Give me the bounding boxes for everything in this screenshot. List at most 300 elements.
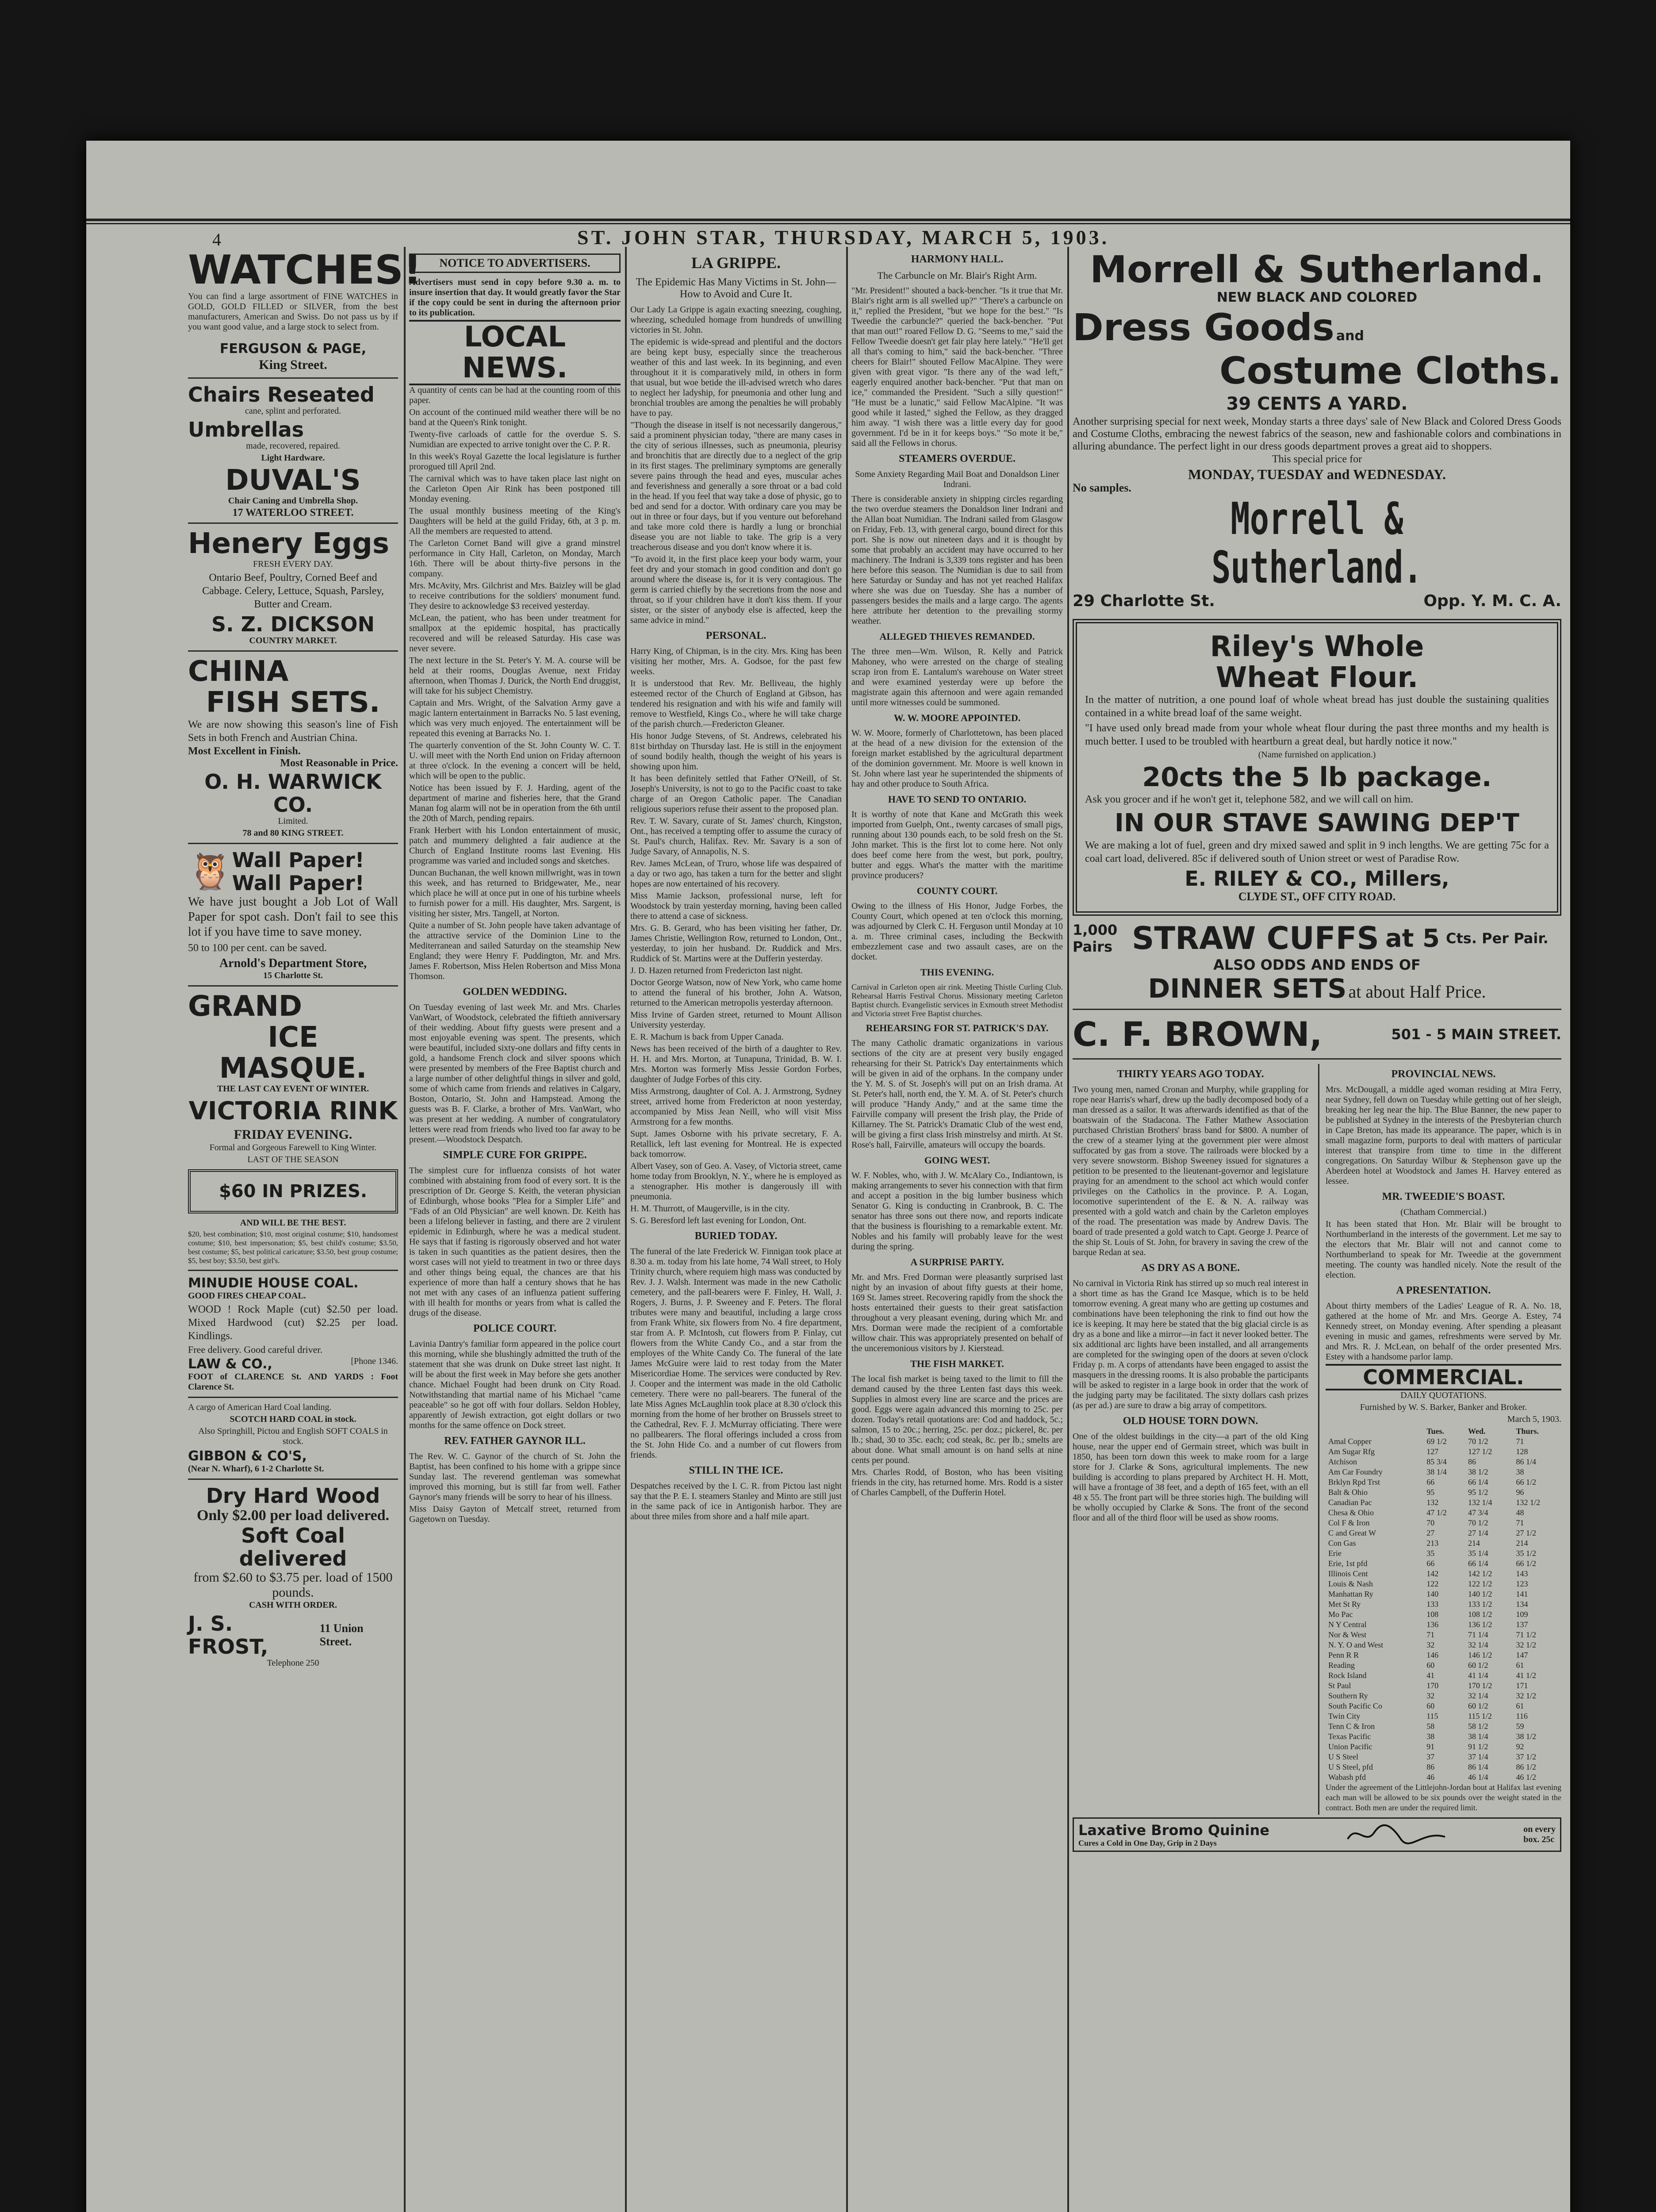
gaynor-last: Miss Daisy Gayton of Metcalf street, returned from Gagetown on Tuesday. <box>409 1504 621 1524</box>
quotes-row <box>1326 1579 1561 1589</box>
last-of-season: LAST OF THE SEASON <box>247 1155 339 1164</box>
law-phone: [Phone 1346. <box>351 1356 398 1366</box>
cents-yard: 39 CENTS A YARD. <box>1226 394 1408 414</box>
quotes-row <box>1326 1671 1561 1681</box>
presentation-text: About thirty members of the Ladies' League of R. A. No. 18, gathered at the home of Mr. and Mrs. George A. Estey, 74 Kennedy street, on Monday evening. After spending a pleasant evening in music and games, refreshments were served by Mr. and Mrs. R. J. McLean, on behalf of the order presented Mrs. Estey with a handsome parlor lamp. <box>1326 1301 1561 1362</box>
quotes-row <box>1326 1487 1561 1498</box>
henery-title: Henery Eggs <box>188 527 389 560</box>
quotes-cell: C and Great W <box>1328 1528 1376 1537</box>
dress-and: and <box>1336 328 1364 344</box>
local-news-item: The next lecture in the St. Peter's Y. M. A. course will be held at their rooms, Douglas Avenue, next Friday afternoon, when Thomas J. Durick, the North End druggist, will take for his subject Chemistry. <box>409 656 621 696</box>
la-grippe-paragraph: The epidemic is wide-spread and plentiful and the doctors are being kept busy, especially since the treacherous weather of this and last week. In its beginning, and even throughout it it is comparatively mild, in others in form that usual, but woe betide the ill-advised wretch who dares to neglect her ladyship, for pneumonia and other lung and bronchial troubles are among the penalties he will probably have to pay. <box>630 337 842 418</box>
quotes-row <box>1326 1660 1561 1671</box>
ice-title: ICE <box>268 1021 318 1054</box>
quotes-cell: 143 <box>1516 1569 1528 1578</box>
quotes-cell: Illinois Cent <box>1328 1569 1368 1578</box>
quotes-cell: 61 <box>1516 1701 1524 1710</box>
local-news-item: The carnival which was to have taken place last night on the Carleton Open Air Rink has been postponed till Monday evening. <box>409 474 621 504</box>
quotes-cell: 71 1/2 <box>1516 1630 1536 1639</box>
la-grippe-paragraph: Our Lady La Grippe is again exacting sneezing, coughing, wheezing, scheduled homage from hundreds of unwilling victories in St. John. <box>630 305 842 335</box>
quotes-cell: 35 1/2 <box>1516 1549 1536 1558</box>
quotes-cell: 147 <box>1516 1651 1528 1659</box>
local-news-item: Quite a number of St. John people have taken advantage of the attractive service of the Dominion Line to the Mediterranean and sailed Saturday on the steamship New England; they were Henry F. Puddington, Mr. and Mrs. James F. Robertson, Miss Helen Robertson and Miss Mona Thomson. <box>409 921 621 981</box>
quotes-cell: 122 1/2 <box>1468 1579 1492 1588</box>
personal-item: It is understood that Rev. Mr. Belliveau, the highly esteemed rector of the Church of England at Gibson, has tendered his resignation and with his wife and family will remove to Westfield, Kings Co., where he will take charge of the parish church.—Fredericton Gleaner. <box>630 679 842 729</box>
personal-item: Albert Vasey, son of Geo. A. Vasey, of Victoria street, came home today from Brooklyn, N. Y., where he is employed as a stenographer. His mother is dangerously ill with pneumonia. <box>630 1161 842 1202</box>
china-excellent: Most Excellent in Finish. <box>188 745 301 757</box>
duval-sub: Chair Caning and Umbrella Shop. <box>228 496 358 506</box>
column-rule <box>1067 247 1069 2212</box>
odds-ends: ALSO ODDS AND ENDS OF <box>1213 956 1421 973</box>
quotes-row <box>1326 1630 1561 1640</box>
thirty-years-title: THIRTY YEARS AGO TODAY. <box>1117 1068 1264 1080</box>
half-price: at about Half Price. <box>1348 982 1486 1002</box>
stave-text: We are making a lot of fuel, green and dry mixed sawed and split in 9 inch lengths. We are getting 75c for a coal cart load, delivered. 85c if delivered south of Union street or west of Paradise Row. <box>1085 840 1549 864</box>
patrick-text: The many Catholic dramatic organizations in various sections of the city are at present very busily engaged rehearsing for their St. Patrick's Day entertainments which will be given in aid of the orphans. In the company under the Y. M. S. of St. Joseph's will put on an Irish drama. At St. Peter's hall, north end, the Y. M. A. of St. Peter's church will produce "Handy Andy," and at the same time the Fairville company will present the Irish play, the Pride of Killarney. The St. Patrick's Dramatic Club of the west end, will be giving a first class Irish minstrelsy and mirth. At St. Rose's hall, Fairville, amateurs will occupy the boards. <box>851 1038 1063 1150</box>
fish-sets-title: FISH SETS. <box>206 686 380 719</box>
local-news-item: In this week's Royal Gazette the local legislature is further prorogued till April 2nd. <box>409 452 621 472</box>
harmony-title: HARMONY HALL. <box>911 253 1004 265</box>
local-news-item: Frank Herbert with his London entertainment of music, patch and mummery delighted a fair audience at the Church of England Institute rooms last Evening. His programme was varied and included songs and sketches. <box>409 826 621 866</box>
quotes-cell: 71 1/4 <box>1468 1630 1488 1639</box>
duval-title: DUVAL'S <box>225 464 361 497</box>
column-2 <box>409 249 621 2212</box>
local-news-item: Mrs. McAvity, Mrs. Gilchrist and Mrs. Baizley will be glad to receive contributions for the soldiers' monument fund. They desire to acknowledge $3 received yesterday. <box>409 581 621 611</box>
notice-title: NOTICE TO ADVERTISERS. <box>409 253 621 273</box>
personal-item: Supt. James Osborne with his private secretary, F. A. Retallick, left last evening for Montreal. He is expected back tomorrow. <box>630 1129 842 1159</box>
ice-title: STILL IN THE ICE. <box>689 1465 783 1476</box>
personal-item: News has been received of the birth of a daughter to Rev. H. H. and Mrs. Morton, at Tunapuna, Trinidad, B. W. I. Mrs. Morton was formerly Miss Jessie Gordon Forbes, daughter of Judge Forbes of this city. <box>630 1044 842 1084</box>
quotes-cell: 47 3/4 <box>1468 1508 1488 1517</box>
quotes-cell: 132 1/4 <box>1468 1498 1492 1507</box>
county-court-title: COUNTY COURT. <box>916 885 998 896</box>
masthead: ST. JOHN STAR, THURSDAY, MARCH 5, 1903. <box>577 226 1110 249</box>
quotes-cell: 70 <box>1426 1518 1435 1527</box>
quotes-cell: 92 <box>1516 1742 1524 1751</box>
quotes-furnished: Furnished by W. S. Barker, Banker and Broker. <box>1360 1402 1527 1412</box>
column-4 <box>851 249 1063 2212</box>
quotes-cell: 71 <box>1516 1437 1524 1446</box>
provincial-title: PROVINCIAL NEWS. <box>1391 1068 1496 1080</box>
quotes-cell: Reading <box>1328 1661 1355 1670</box>
carnival-line: THE LAST CAY EVENT OF WINTER. <box>217 1084 369 1094</box>
quotes-cell: 46 <box>1426 1773 1435 1782</box>
quotes-row <box>1326 1752 1561 1762</box>
quotes-row <box>1326 1477 1561 1487</box>
soft-coal-price: from $2.60 to $3.75 per. load of 1500 pounds. <box>193 1570 393 1600</box>
quotes-cell: 70 1/2 <box>1468 1518 1488 1527</box>
dress-goods: Dress Goods <box>1073 306 1334 349</box>
ferguson-sub: King Street. <box>259 357 327 372</box>
quotes-cell: 86 1/2 <box>1516 1763 1536 1771</box>
cash-order: CASH WITH ORDER. <box>249 1600 337 1610</box>
riley-name: (Name furnished on application.) <box>1258 750 1376 760</box>
quotes-cell: 60 <box>1426 1661 1435 1670</box>
quotes-table <box>1326 1426 1561 1782</box>
moore-title: W. W. MOORE APPOINTED. <box>893 712 1021 723</box>
subcolumn-left <box>1073 1064 1308 1815</box>
costume-cloths: Costume Cloths. <box>1219 349 1561 392</box>
ontario-text: It is worthy of note that Kane and McGrath this week imported from Guelph, Ont., twenty carcases of small pigs, running about 130 pounds each, to be sold fresh on the St. John market. This is the first lot to come here. Not only does beef come here from the west, but pork, poultry, butter and eggs. What's the matter with the maritime province producers? <box>851 810 1063 880</box>
la-grippe-paragraphs <box>630 305 842 626</box>
quotes-cell: 86 1/4 <box>1516 1457 1536 1466</box>
morrell-opp: Opp. Y. M. C. A. <box>1423 592 1561 610</box>
quotes-cell: 140 1/2 <box>1468 1590 1492 1598</box>
quotes-cell: Texas Pacific <box>1328 1732 1371 1741</box>
harmony-text: "Mr. President!" shouted a back-bencher. "Is it true that Mr. Blair's right arm is all swelled up?" "There's a carbuncle on it," replied the President, "but we hope for the best." "Is Tweedie the carbuncle?" queried the back-bencher. "Put that man out!" roared Fellow D. G. "Seems to me," said the Fellow Tweedie doesn't get fair play here lately." "He'll get all that's coming to him," said the back-bencher. "Three cheers for Blair!" shouted Fellow MacAlpine. They were given with great vigor. "Is there any of the wad left," eagerly enquired another back-bencher. "Put that man on ice," commanded the President. "Such a silly question!" "He must be a lunatic," said Fellow MacAlpine. "It was good while it lasted," sighed the Fellow, as they dragged him away. "I wish there was a little every day for good government. I'd be in it for keeps boys." "So mote it be," said all the Fellows in chorus. <box>851 286 1063 448</box>
local-news-item: Captain and Mrs. Wright, of the Salvation Army gave a magic lantern entertainment in Barracks No. 5 last evening, which was very much enjoyed. The entertainment will be repeated this evening at Barracks No. 1. <box>409 698 621 738</box>
formal-text: Formal and Gorgeous Farewell to King Winter. <box>209 1143 377 1152</box>
quotes-row <box>1326 1467 1561 1477</box>
police-court-title: POLICE COURT. <box>473 1323 557 1334</box>
quotes-row <box>1326 1508 1561 1518</box>
rodd-text: Mrs. Charles Rodd, of Boston, who has been visiting friends in the city, has returned home. Mrs. Rodd is a sister of Charles Campbell, of the Dufferin Hotel. <box>851 1467 1063 1498</box>
quotes-cell: Atchison <box>1328 1457 1357 1466</box>
quotes-cell: 133 <box>1426 1600 1439 1609</box>
quotes-cell: 41 <box>1426 1671 1435 1680</box>
quotes-cell: 46 1/4 <box>1468 1773 1488 1782</box>
quotes-cell: 136 <box>1426 1620 1439 1629</box>
wallpaper-price: 50 to 100 per cent. can be saved. <box>188 942 327 954</box>
local-news-item: Notice has been issued by F. J. Harding, agent of the department of marine and fisheries here, that the Grand Manan fog alarm will not be in operation from the 6th until the 20th of March, pending repairs. <box>409 783 621 823</box>
local-news-item: Twenty-five carloads of cattle for the overdue S. S. Numidian are expected to arrive tonight over the C. P. R. <box>409 430 621 449</box>
quotes-cell: Twin City <box>1328 1712 1361 1720</box>
quotes-cell: 214 <box>1516 1539 1528 1548</box>
arnold-title: Arnold's Department Store, <box>219 956 367 970</box>
quotes-cell: 122 <box>1426 1579 1439 1588</box>
quotes-row <box>1326 1447 1561 1457</box>
quotes-row <box>1326 1518 1561 1528</box>
personal-item: Rev. T. W. Savary, curate of St. James' church, Kingston, Ont., has received a tempting offer to assume the curacy of St. Paul's church, Halifax. Rev. Mr. Savary is a son of Judge Savary, of Annapolis, N. S. <box>630 816 842 856</box>
quotes-cell: Mo Pac <box>1328 1610 1353 1619</box>
local-news-item: Duncan Buchanan, the well known millwright, was in town this week, and has returned to Bridgewater, Me., near which place he will at once put in one of his turbine wheels to furnish power for a mill. His daughter, Mrs. Sargent, is visiting her sister, Mrs. Tangell, at Norton. <box>409 868 621 918</box>
provincial-text: Mrs. McDougall, a middle aged woman residing at Mira Ferry, near Sydney, fell down on Tuesday while getting out of her sleigh, breaking her leg near the hip. The Blue Banner, the new paper to be published at Sydney in the interests of the Presbyterian church in Cape Breton, has made its appearance. The paper, which is in small magazine form, purports to deal with matters of particular interest that transpire from time to time in the different congregations. On Saturday Wilbur & Stephenson gave up the Aberdeen hotel at Woodstock and James H. Harvey entered as lessee. <box>1326 1085 1561 1186</box>
chairs-title: Chairs Reseated <box>188 383 375 407</box>
quotes-cell: 142 1/2 <box>1468 1569 1492 1578</box>
wallpaper-line-2: Wall Paper! <box>232 871 364 895</box>
duval-address: 17 WATERLOO STREET. <box>232 507 354 518</box>
warwick-address: 78 and 80 KING STREET. <box>242 828 344 838</box>
grand-title: GRAND <box>188 990 303 1023</box>
quotes-cell: 108 <box>1426 1610 1439 1619</box>
quotes-cell: 146 <box>1426 1651 1439 1659</box>
quotes-cell: 213 <box>1426 1539 1439 1548</box>
quotes-cell: Manhattan Ry <box>1328 1590 1373 1598</box>
personal-item: S. G. Beresford left last evening for London, Ont. <box>630 1216 806 1225</box>
henery-text: Ontario Beef, Poultry, Corned Beef and Cabbage. Celery, Lettuce, Squash, Parsley, Butter and Cream. <box>202 572 384 610</box>
personal-item: It has been definitely settled that Father O'Neill, of St. Joseph's University, is not to go to the Pacific coast to take charge of an Oregon Catholic paper. The Canadian religious superiors refuse their assent to the proposed plan. <box>630 774 842 814</box>
quotes-cell: 116 <box>1516 1712 1528 1720</box>
quotes-cell: 141 <box>1516 1590 1528 1598</box>
quotes-date: March 5, 1903. <box>1507 1414 1561 1424</box>
quotes-cell: Rock Island <box>1328 1671 1367 1680</box>
quotes-header-cell: Wed. <box>1468 1427 1486 1436</box>
quotes-cell: 32 1/4 <box>1468 1691 1488 1700</box>
ontario-title: HAVE TO SEND TO ONTARIO. <box>888 794 1027 805</box>
china-title: CHINA <box>188 655 289 688</box>
quotes-cell: 60 1/2 <box>1468 1661 1488 1670</box>
daily-quotations: DAILY QUOTATIONS. <box>1400 1390 1487 1400</box>
quotes-cell: 38 1/4 <box>1468 1732 1488 1741</box>
quotes-row <box>1326 1620 1561 1630</box>
old-house-text: One of the oldest buildings in the city—a part of the old King house, near the upper end of Germain street, which was built in 1850, has been torn down this week to make room for a large store for J. Clarke & Sons, agricultural implements. The new building is according to plans prepared by Architect H. H. Mott, will have a frontage of 38 feet, and a depth of 165 feet, with an ell 48 x 55. The front part will be three stories high. The building will be wholly occupied by Clarke & Sons. The front of the second floor and all of the third floor will be used as show rooms. <box>1073 1432 1308 1523</box>
riley-title-2: Wheat Flour. <box>1215 661 1418 694</box>
quotes-cell: 66 1/4 <box>1468 1559 1488 1568</box>
quotes-cell: 170 1/2 <box>1468 1681 1492 1690</box>
local-news-item: The Carleton Cornet Band will give a grand minstrel performance in City Hall, Carleton, on Monday, March 16th. There will be about thirty-five persons in the company. <box>409 538 621 579</box>
quotes-cell: 214 <box>1468 1539 1480 1548</box>
quotes-cell: 132 1/2 <box>1516 1498 1540 1507</box>
personal-item: Mrs. G. B. Gerard, who has been visiting her father, Dr. James Christie, Wellington Row, returned to London, Ont., yesterday, to join her husband. Dr. Ruddick and Mrs. Ruddick of St. Martins were at the Dufferin yesterday. <box>630 923 842 964</box>
china-reasonable: Most Reasonable in Price. <box>280 757 398 769</box>
quotes-cell: Union Pacific <box>1328 1742 1372 1751</box>
straw-cuffs: STRAW CUFFS <box>1132 920 1379 956</box>
la-grippe-paragraph: "To avoid it, in the first place keep your body warm, your feet dry and your stomach in good condition and don't go around where the disease is, for it is very contagious. The germ is carried chiefly by the secretions from the nose and throat, so if your children have it don't kiss them. If your sister, or the sister of anybody else is affected, keep the same advice in mind." <box>630 554 842 625</box>
quotes-cell: 95 1/2 <box>1468 1488 1488 1497</box>
dickson-sub: COUNTRY MARKET. <box>249 636 337 645</box>
china-text: We are now showing this season's line of Fish Sets in both French and Austrian China. <box>188 719 398 744</box>
quotes-cell: 140 <box>1426 1590 1439 1598</box>
quotes-cell: 27 1/2 <box>1516 1528 1536 1537</box>
personal-paragraphs <box>630 646 842 1226</box>
harmony-sub: The Carbuncle on Mr. Blair's Right Arm. <box>877 270 1037 281</box>
henery-sub: FRESH EVERY DAY. <box>253 559 333 569</box>
commercial-title: COMMERCIAL. <box>1326 1364 1561 1390</box>
quotes-cell: 47 1/2 <box>1426 1508 1447 1517</box>
quotes-cell: 71 <box>1426 1630 1435 1639</box>
quotes-row <box>1326 1732 1561 1742</box>
steamers-text: There is considerable anxiety in shipping circles regarding the two overdue steamers the Donaldson liner Indrani and the Allan boat Numidian. The Indrani sailed from Glasgow on Friday, Feb. 13, with general cargo, bound direct for this port. She is now out nineteen days and it is thought by some that probably an accident may have occurred to her machinery. The Indrani is 3,339 tons register and has been here before this season. The Numidian is due to sail from here Saturday or Sunday and has not yet reached Halifax where she was due on Tuesday. She has a number of passengers besides the mails and a large cargo. The agents here attribute her detention to the prevailing stormy weather. <box>851 494 1063 626</box>
riley-title: Riley's Whole <box>1210 630 1424 663</box>
quotes-cell: South Pacific Co <box>1328 1701 1382 1710</box>
gibbon-title: GIBBON & CO'S, <box>188 1448 307 1464</box>
quotes-cell: 115 <box>1426 1712 1438 1720</box>
quotes-cell: Southern Ry <box>1328 1691 1368 1700</box>
brown-title: C. F. BROWN, <box>1073 1014 1322 1054</box>
new-black-colored: NEW BLACK AND COLORED <box>1216 290 1418 305</box>
will-be-best: AND WILL BE THE BEST. <box>240 1218 346 1228</box>
riley-text: In the matter of nutrition, a one pound loaf of whole wheat bread has just double the sustaining qualities contained in a white bread loaf of the same weight. <box>1085 694 1549 719</box>
riley-clyde: CLYDE ST., OFF CITY ROAD. <box>1238 890 1396 903</box>
quotes-cell: 66 1/2 <box>1516 1478 1536 1486</box>
no-samples: No samples. <box>1073 481 1131 494</box>
quotes-cell: Amal Copper <box>1328 1437 1372 1446</box>
quotes-cell: Erie, 1st pfd <box>1328 1559 1368 1568</box>
quotes-row <box>1326 1528 1561 1538</box>
quotes-row <box>1326 1548 1561 1559</box>
quotes-row <box>1326 1691 1561 1701</box>
watches-ad-text: You can find a large assortment of FINE WATCHES in GOLD, GOLD FILLED or SILVER, from the best manufacturers, American and Swiss. Do not pass us by if you want good value, and a large stock to select from. <box>188 292 398 332</box>
personal-item: Rev. James McLean, of Truro, whose life was despaired of a day or two ago, has taken a turn for the better and slight hopes are now entertained of his recovery. <box>630 859 842 889</box>
soft-coal-title: Soft Coal delivered <box>239 1524 347 1571</box>
quotes-cell: 134 <box>1516 1600 1528 1609</box>
quotes-row <box>1326 1498 1561 1508</box>
west-title: GOING WEST. <box>924 1155 990 1166</box>
friday-evening: FRIDAY EVENING. <box>234 1127 353 1142</box>
quotes-cell: 132 <box>1426 1498 1439 1507</box>
quotes-cell: 85 3/4 <box>1426 1457 1447 1466</box>
quotes-cell: Am Sugar Rfg <box>1328 1447 1375 1456</box>
gibbon-address: (Near N. Wharf), 6 1-2 Charlotte St. <box>188 1464 324 1474</box>
quotes-cell: N. Y. O and West <box>1328 1640 1384 1649</box>
prizes-text: $20, best combination; $10, most original costume; $10, handsomest costume; $10, best impersonation; $5, best child's costume; $3.50, best costume; $5, best political caricature; $3.50, best group costume; $5, best boy; $3.50, best girl's. <box>188 1230 398 1265</box>
golden-wedding-title: GOLDEN WEDDING. <box>463 986 567 998</box>
dry-bone-title: AS DRY AS A BONE. <box>1141 1262 1240 1274</box>
personal-item: H. M. Thurrott, of Maugerville, is in the city. <box>630 1204 790 1214</box>
quotes-cell: 142 <box>1426 1569 1439 1578</box>
quotes-cell: 133 1/2 <box>1468 1600 1492 1609</box>
morrell-address: 29 Charlotte St. <box>1073 592 1215 610</box>
evening-text: Carnival in Carleton open air rink. Meeting Thistle Curling Club. Rehearsal Harris Festival Chorus. Missionary meeting Carleton Baptist church. Evangelistic services in Exmouth street Methodist and Victoria street Free Baptist churches. <box>851 983 1063 1018</box>
personal-item: His honor Judge Stevens, of St. Andrews, celebrated his 81st birthday on Thursday last. He is still in the enjoyment of sound bodily health, though the weight of his years is showing upon him. <box>630 731 842 772</box>
page-number: 4 <box>212 230 221 250</box>
patrick-title: REHEARSING FOR ST. PATRICK'S DAY. <box>866 1022 1049 1033</box>
quotes-cell: 38 <box>1426 1732 1435 1741</box>
morrell-title: Morrell & Sutherland. <box>1090 248 1544 291</box>
personal-item: Miss Armstrong, daughter of Col. A. J. Armstrong, Sydney street, arrived home from Fredericton at noon yesterday, accompanied by Miss Jean Neill, who will visit Miss Armstrong for a few months. <box>630 1087 842 1127</box>
police-court-text: Lavinia Dantry's familiar form appeared in the police court this morning, while she blushingly admitted the truth of the statement that she was drunk on Duke street last night. It will be about the first week in May before she gets another chance. Michael Fought had been drunk on City Road. Notwithstanding that martial name of his Michael "came peaceable" so he got off with four dollars. Seldon Hobley, apparently of Jewish extraction, got eight dollars or two months for the same offence on Dock street. <box>409 1339 621 1430</box>
quotes-header-cell <box>1326 1426 1424 1436</box>
local-news-item: On account of the continued mild weather there will be no band at the Queen's Rink tonight. <box>409 407 621 427</box>
quotes-cell: 123 <box>1516 1579 1528 1588</box>
quotes-cell: 46 1/2 <box>1516 1773 1536 1782</box>
quotes-cell: 27 1/4 <box>1468 1528 1488 1537</box>
frost-address: 11 Union Street. <box>319 1622 364 1648</box>
quotes-cell: Brklyn Rpd Trst <box>1328 1478 1380 1486</box>
personal-title: PERSONAL. <box>705 630 767 641</box>
quotes-cell: St Paul <box>1328 1681 1351 1690</box>
chairs-sub: cane, splint and perforated. <box>245 406 341 416</box>
quotes-cell: 59 <box>1516 1722 1524 1731</box>
quotes-row <box>1326 1559 1561 1569</box>
newspaper-page <box>86 141 1570 2212</box>
evening-title: THIS EVENING. <box>920 967 994 978</box>
grippe-cure-title: SIMPLE CURE FOR GRIPPE. <box>443 1149 587 1161</box>
prizes-box: $60 IN PRIZES. <box>188 1169 398 1214</box>
quotes-cell: 61 <box>1516 1661 1524 1670</box>
personal-item: J. D. Hazen returned from Fredericton last night. <box>630 966 803 975</box>
quotes-cell: 32 1/2 <box>1516 1640 1536 1649</box>
thieves-text: The three men—Wm. Wilson, R. Kelly and Patrick Mahoney, who were arrested on the charge of stealing scrap iron from E. Lantalum's warehouse on Water street and were examined yesterday were up before the magistrate again this afternoon and were again remanded until more witnesses could be summoned. <box>851 647 1063 707</box>
quotes-cell: 35 1/4 <box>1468 1549 1488 1558</box>
quotes-cell: 170 <box>1426 1681 1439 1690</box>
quotes-cell: Nor & West <box>1328 1630 1367 1639</box>
law-title: LAW & CO., <box>188 1356 272 1372</box>
quotes-cell: Met St Ry <box>1328 1600 1361 1609</box>
quotes-cell: Chesa & Ohio <box>1328 1508 1374 1517</box>
quotes-row <box>1326 1640 1561 1650</box>
quotes-cell: 91 1/2 <box>1468 1742 1488 1751</box>
quotes-cell: U S Steel, pfd <box>1328 1763 1373 1771</box>
subcolumn-right <box>1318 1064 1561 1815</box>
wallpaper-line-1: Wall Paper! <box>232 848 364 872</box>
steamers-sub: Some Anxiety Regarding Mail Boat and Donaldson Liner Indrani. <box>855 469 1059 489</box>
quotes-cell: N Y Central <box>1328 1620 1367 1629</box>
quotes-row <box>1326 1762 1561 1772</box>
gaynor-title: REV. FATHER GAYNOR ILL. <box>444 1435 586 1447</box>
riley-ad-box <box>1073 619 1561 916</box>
morrell-title-2: Morrell & Sutherland. <box>1211 493 1422 593</box>
la-grippe-sub: The Epidemic Has Many Victims in St. John—How to Avoid and Cure It. <box>636 276 836 300</box>
minudie-sub: GOOD FIRES CHEAP COAL. <box>188 1291 306 1301</box>
quotes-cell: 137 <box>1516 1620 1528 1629</box>
wood-text: WOOD ! Rock Maple (cut) $2.50 per load. Mixed Hardwood (cut) $2.25 per load. Kindlings. <box>188 1304 398 1342</box>
quotes-row <box>1326 1436 1561 1447</box>
masque-title: MASQUE. <box>219 1052 367 1085</box>
personal-item: Miss Mamie Jackson, professional nurse, left for Woodstock by train yesterday morning, having been called there to attend a case of sickness. <box>630 891 842 921</box>
quotes-cell: 136 1/2 <box>1468 1620 1492 1629</box>
quotes-cell: 58 1/2 <box>1468 1722 1488 1731</box>
buried-text: The funeral of the late Frederick W. Finnigan took place at 8.30 a. m. today from his late home, 74 Wall street, to Holy Trinity church, where requiem high mass was conducted by Rev. J. J. Walsh. Interment was made in the new Catholic cemetery, and the pall-bearers were F. Finley, H. Wall, J. Rogers, J. Burns, J. P. Sweeney and F. Peters. The floral tributes were many and beautiful, including a large cross from Frank White, six flowers from No. 4 fire department, star from A. P. McIntosh, cut flowers from P. Finlay, cut flowers from the White Candy Co., and a star from the employes of the White Candy Co. The funeral of the late James McGuire were laid to rest today from the Mater Misericordiae Home. The services were conducted by Rev. J. Cooper and the interment was made in the old Catholic cemetery. There were no pall-bearers. The funeral of the late Miss Agnes McLaughlin took place at 8.30 o'clock this morning from the home of her brother on Brussels street to the Cathedral, Rev. F. J. McMurray officiating. There were no pallbearers. The floral offerings included a cross from the St. John Hide Co. and a number of cut flowers from friends. <box>630 1247 842 1460</box>
notice-text: Advertisers must send in copy before 9.30 a. m. to insure insertion that day. It would greatly favor the Star if the copy could be sent in during the afternoon prior to its publication. <box>409 277 621 318</box>
light-hardware: Light Hardware. <box>261 453 325 463</box>
local-news-paragraphs <box>409 385 621 982</box>
local-news-item: The usual monthly business meeting of the King's Daughters will be held at the guild Friday, 6th, at 3 p. m. All the members are requested to attend. <box>409 506 621 536</box>
ice-text: Despatches received by the I. C. R. from Pictou last night say that the P. E. I. steamers Stanley and Minto are still just in the same pack of ice in Antigonish harbor. They are about three miles from shore and a half mile apart. <box>630 1481 842 1521</box>
laxative-ad <box>1073 1817 1561 1852</box>
quotes-cell: 108 1/2 <box>1468 1610 1492 1619</box>
quotes-cell: 41 1/2 <box>1516 1671 1536 1680</box>
owl-icon: 🦉 <box>188 853 232 891</box>
steamers-title: STEAMERS OVERDUE. <box>898 453 1016 465</box>
ferguson-name: FERGUSON & PAGE, <box>219 341 367 357</box>
quotes-cell: 109 <box>1516 1610 1528 1619</box>
local-news-item: McLean, the patient, who has been under treatment for smallpox at the epidemic hospital, has practically recovered and will be released Saturday. His case was never severe. <box>409 613 621 653</box>
quotes-cell: 58 <box>1426 1722 1435 1731</box>
quotes-cell: 95 <box>1426 1488 1435 1497</box>
local-news-item: The quarterly convention of the St. John County W. C. T. U. will meet with the North End union on Friday afternoon at three o'clock. In the evening a concert will be held, which will be open to the public. <box>409 741 621 781</box>
special-price: This special price for <box>1272 453 1362 465</box>
cuffs-at-5: at 5 <box>1385 924 1440 953</box>
fish-market-text: The local fish market is being taxed to the limit to fill the demand caused by the three Lenten fast days this week. Supplies in almost every line are scarce and the prices are good. Eggs were again advanced this morning to 25c. per dozen. Today's retail quotations are: Cod and haddock, 5c.; salmon, 15 to 20c.; herring, 25c. per doz.; pickerel, 8c. per lb.; shad, 30 to 35c. each; cod steak, 8c. per lb.; smelts are about done. What small amount is on hand sells at nine cents per pound. <box>851 1374 1063 1465</box>
riley-package: 20cts the 5 lb package. <box>1142 762 1492 793</box>
local-news-item: A quantity of cents can be had at the counting room of this paper. <box>409 385 621 405</box>
frost-title: J. S. FROST, <box>188 1612 268 1659</box>
personal-item: Miss Irvine of Garden street, returned to Mount Allison University yesterday. <box>630 1010 842 1030</box>
column-3 <box>630 249 842 2212</box>
quotes-row <box>1326 1681 1561 1691</box>
quotes-cell: Am Car Foundry <box>1328 1467 1383 1476</box>
column-rule <box>404 247 406 2212</box>
old-house-title: OLD HOUSE TORN DOWN. <box>1123 1415 1258 1427</box>
quotes-cell: Con Gas <box>1328 1539 1356 1548</box>
column-1 <box>188 247 422 2212</box>
minudie-title: MINUDIE HOUSE COAL. <box>188 1275 359 1291</box>
surprise-title: A SURPRISE PARTY. <box>910 1256 1004 1267</box>
cuffs-pairs: 1,000 Pairs <box>1073 922 1118 955</box>
springhill-text: Also Springhill, Pictou and English SOFT COALS in stock. <box>198 1426 388 1446</box>
cargo-text: A cargo of American Hard Coal landing. <box>188 1402 332 1412</box>
frost-telephone: Telephone 250 <box>267 1658 319 1668</box>
golden-wedding-text: On Tuesday evening of last week Mr. and Mrs. Charles VanWart, of Woodstock, celebrated the fiftieth anniversary of their wedding. About fifty guests were present and a most enjoyable evening was spent. The presents, which were beautiful, included sixty-one dollars and fifty cents in gold, a handsome French clock and silver spoons which were presented by members of the Free Baptist church and a large number of other delightful things in silver and gold, some of which came from friends and relatives in Calgary, Boston, Ontario, St. John and Hampstead. Among the guests was B. F. Clarke, a brother of Mrs. VanWart, who was present at her wedding. A number of congratulatory letters were read from friends who lived too far away to be present.—Woodstock Despatch. <box>409 1002 621 1144</box>
la-grippe-title: LA GRIPPE. <box>691 254 781 272</box>
personal-item: E. R. Machum is back from Upper Canada. <box>630 1032 784 1042</box>
quotes-cell: 37 1/2 <box>1516 1752 1536 1761</box>
quotes-cell: 69 1/2 <box>1426 1437 1447 1446</box>
quotes-cell: 86 1/4 <box>1468 1763 1488 1771</box>
brown-address: 501 - 5 MAIN STREET. <box>1391 1025 1561 1043</box>
dry-wood-price: Only $2.00 per load delivered. <box>196 1507 390 1524</box>
moore-text: W. W. Moore, formerly of Charlottetown, has been placed at the head of a new division for the extension of the foreign market established by the agricultural department of the dominion government. Mr. Moore is well known in St. John where last year he superintended the shipments of hay and other produce to South Africa. <box>851 728 1063 789</box>
quotes-row <box>1326 1457 1561 1467</box>
quotes-cell: 66 <box>1426 1478 1435 1486</box>
quotes-cell: Wabash pfd <box>1328 1773 1366 1782</box>
quotes-cell: 71 <box>1516 1518 1524 1527</box>
signature-image <box>1343 1821 1449 1848</box>
cuffs-per-pair: Cts. Per Pair. <box>1445 930 1549 947</box>
quotes-cell: 41 1/4 <box>1468 1671 1488 1680</box>
law-address: FOOT of CLARENCE St. AND YARDS : Foot Clarence St. <box>188 1372 398 1392</box>
